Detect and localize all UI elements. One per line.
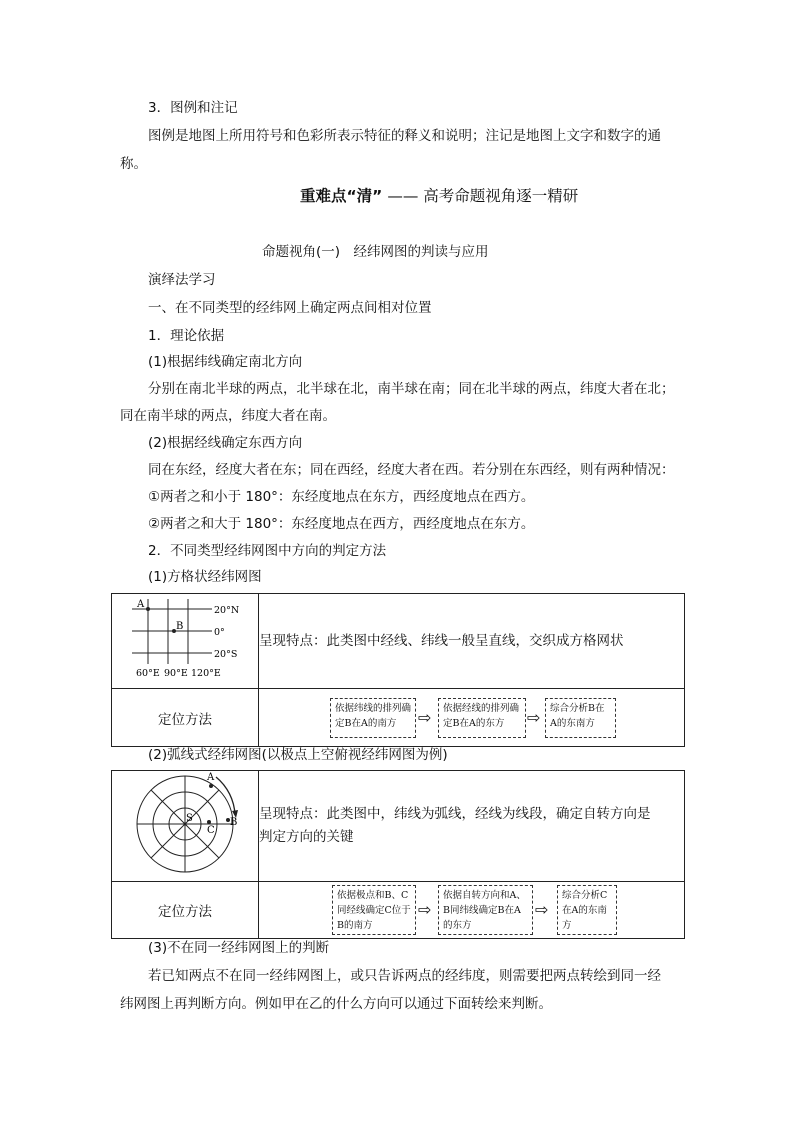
polar-graticule-figure	[112, 771, 258, 877]
lat-label: 20°S	[214, 649, 238, 660]
lon-label: 90°E	[164, 668, 188, 679]
arrow-right-icon: ⇨	[418, 708, 432, 727]
body-line: 纬网图上再判断方向。例如甲在乙的什么方向可以通过下面转绘来判断。	[120, 996, 552, 1012]
lon-label: 60°E	[136, 668, 160, 679]
point-b-label: B	[176, 621, 184, 632]
step-box: 综合分析C在A的东南方	[557, 885, 617, 935]
lon-label: 120°E	[191, 668, 221, 679]
step-box: 依据极点和B、C同经线确定C位于B的南方	[332, 885, 416, 935]
banner-title	[300, 184, 578, 206]
body-line: (1)方格状经纬网图	[148, 569, 262, 585]
pole-s-label: S	[186, 813, 193, 824]
step-box: 依据纬线的排列确定B在A的南方	[330, 698, 416, 738]
method-flow-cell	[259, 882, 685, 939]
body-line: 一、在不同类型的经纬网上确定两点间相对位置	[148, 300, 432, 316]
banner-dash: ——	[387, 187, 419, 205]
method-label: 定位方法	[112, 689, 259, 747]
legend-text-line2: 称。	[120, 156, 147, 172]
arc-feature-line2: 判定方向的关键	[259, 829, 354, 845]
body-line: 1．理论依据	[148, 328, 225, 344]
body-line: 若已知两点不在同一经纬网图上，或只告诉两点的经纬度，则需要把两点转绘到同一经	[148, 968, 661, 984]
method-label: 定位方法	[112, 882, 259, 939]
banner-rest: 高考命题视角逐一精研	[423, 187, 579, 205]
grid-feature-text: 呈现特点：此类图中经线、纬线一般呈直线，交织成方格网状	[259, 594, 685, 689]
arc-figure-cell	[112, 771, 259, 882]
body-line: 2．不同类型经纬网图中方向的判定方法	[148, 543, 387, 559]
point-c-label: C	[207, 825, 215, 836]
body-line: 同在东经，经度大者在东；同在西经，经度大者在西。若分别在东西经，则有两种情况：	[148, 462, 675, 478]
body-line: (1)根据纬线确定南北方向	[148, 354, 303, 370]
body-line: 分别在南北半球的两点，北半球在北，南半球在南；同在北半球的两点，纬度大者在北；	[148, 381, 675, 397]
body-line: 演绎法学习	[148, 272, 216, 288]
section-subtitle: 命题视角(一) 经纬网图的判读与应用	[262, 244, 489, 260]
point-a-label: A	[137, 599, 145, 610]
step-box: 依据经线的排列确定B在A的东方	[438, 698, 526, 738]
point-b-label: B	[230, 817, 238, 828]
grid-graticule-table	[111, 593, 685, 747]
grid-graticule-figure	[112, 594, 258, 684]
method-flow-cell	[259, 689, 685, 747]
point-a-label: A	[207, 772, 215, 783]
arc-feature-line1: 呈现特点：此类图中，纬线为弧线，经线为线段，确定自转方向是	[259, 806, 651, 822]
banner-bold: 重难点“清”	[300, 187, 383, 205]
grid-figure-cell	[112, 594, 259, 689]
body-line: ①两者之和小于 180°：东经度地点在东方，西经度地点在西方。	[148, 489, 535, 505]
step-box: 依据自转方向和A、B同纬线确定B在A的东方	[438, 885, 533, 935]
arc-feature-text	[259, 771, 685, 882]
body-line: (2)弧线式经纬网图(以极点上空俯视经纬网图为例)	[148, 747, 448, 763]
body-line: (3)不在同一经纬网图上的判断	[148, 940, 330, 956]
legend-text-line1: 图例是地图上所用符号和色彩所表示特征的释义和说明；注记是地图上文字和数字的通	[148, 128, 661, 144]
arrow-right-icon: ⇨	[418, 900, 432, 919]
legend-heading: 3．图例和注记	[148, 100, 238, 116]
arc-graticule-table	[111, 770, 685, 939]
body-line: (2)根据经线确定东西方向	[148, 435, 303, 451]
lat-label: 0°	[214, 627, 225, 638]
arrow-right-icon: ⇨	[527, 708, 541, 727]
body-line: 同在南半球的两点，纬度大者在南。	[120, 408, 336, 424]
arrow-right-icon: ⇨	[535, 900, 549, 919]
lat-label: 20°N	[214, 605, 240, 616]
body-line: ②两者之和大于 180°：东经度地点在西方，西经度地点在东方。	[148, 516, 535, 532]
step-box: 综合分析B在A的东南方	[545, 698, 616, 738]
